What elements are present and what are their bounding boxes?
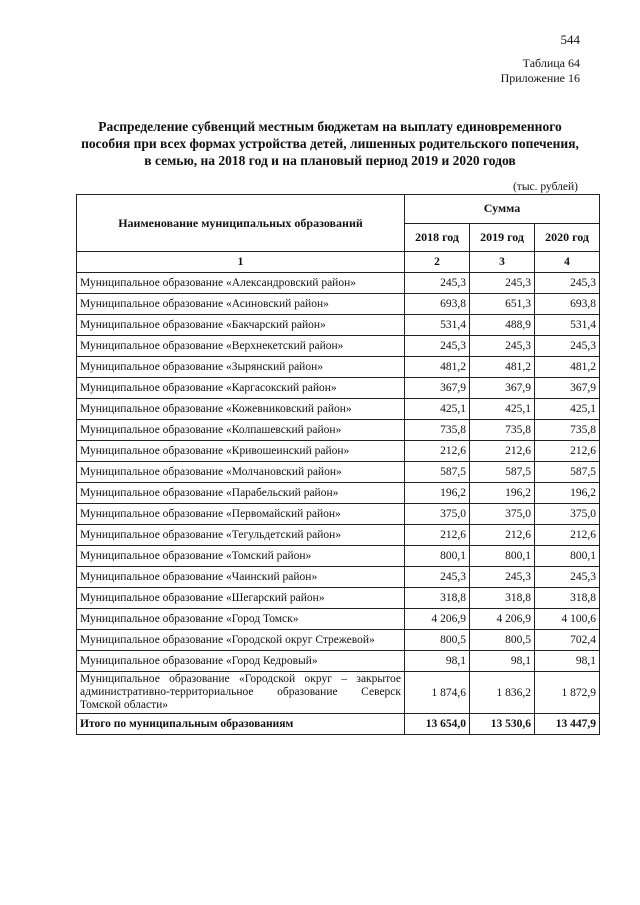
value-2020: 425,1 xyxy=(535,399,600,420)
value-2018: 800,5 xyxy=(405,630,470,651)
value-2019: 587,5 xyxy=(470,462,535,483)
value-2019: 735,8 xyxy=(470,420,535,441)
units-label: (тыс. рублей) xyxy=(512,181,578,193)
municipality-name: Муниципальное образование «Город Кедровый» xyxy=(77,651,405,672)
header-2020: 2020 год xyxy=(535,223,600,252)
table-row xyxy=(77,420,600,441)
index-cell: 2 xyxy=(405,252,470,273)
value-2019: 245,3 xyxy=(470,567,535,588)
value-2019: 245,3 xyxy=(470,273,535,294)
value-2018: 735,8 xyxy=(405,420,470,441)
header-name: Наименование муниципальных образований xyxy=(77,195,405,252)
index-cell: 1 xyxy=(77,252,405,273)
municipality-name: Муниципальное образование «Томский район» xyxy=(77,546,405,567)
value-2018: 245,3 xyxy=(405,273,470,294)
value-2020: 212,6 xyxy=(535,441,600,462)
subventions-table xyxy=(76,194,600,735)
value-2018: 212,6 xyxy=(405,441,470,462)
table-row xyxy=(77,483,600,504)
municipality-name: Муниципальное образование «Колпашевский район» xyxy=(77,420,405,441)
value-2020: 196,2 xyxy=(535,483,600,504)
municipality-name: Муниципальное образование «Шегарский район» xyxy=(77,588,405,609)
table-row xyxy=(77,609,600,630)
value-2020: 735,8 xyxy=(535,420,600,441)
document-title: Распределение субвенций местным бюджетам на выплату единовременного пособия при всех формах устройства детей, лишенных родительского попечения, в семью, на 2018 год и на плановый период 2019 и 2020 годов xyxy=(81,119,579,168)
table-row xyxy=(77,378,600,399)
table-row xyxy=(77,672,600,714)
value-2020: 702,4 xyxy=(535,630,600,651)
table-row xyxy=(77,567,600,588)
value-2019: 800,1 xyxy=(470,546,535,567)
municipality-name: Муниципальное образование «Чаинский район» xyxy=(77,567,405,588)
municipality-name: Муниципальное образование «Город Томск» xyxy=(77,609,405,630)
municipality-name: Муниципальное образование «Городской округ Стрежевой» xyxy=(77,630,405,651)
value-2018: 481,2 xyxy=(405,357,470,378)
table-row xyxy=(77,630,600,651)
value-2020: 693,8 xyxy=(535,294,600,315)
total-row xyxy=(77,714,600,735)
page-number: 544 xyxy=(560,32,580,47)
value-2020: 318,8 xyxy=(535,588,600,609)
value-2019: 651,3 xyxy=(470,294,535,315)
table-reference xyxy=(501,56,580,86)
table-row xyxy=(77,525,600,546)
appendix-label: Приложение 16 xyxy=(500,71,580,85)
value-2019: 367,9 xyxy=(470,378,535,399)
table-row xyxy=(77,336,600,357)
value-2020: 98,1 xyxy=(535,651,600,672)
value-2019: 488,9 xyxy=(470,315,535,336)
value-2020: 1 872,9 xyxy=(535,672,600,714)
value-2020: 800,1 xyxy=(535,546,600,567)
table-row xyxy=(77,399,600,420)
value-2018: 800,1 xyxy=(405,546,470,567)
municipality-name: Муниципальное образование «Бакчарский район» xyxy=(77,315,405,336)
value-2018: 367,9 xyxy=(405,378,470,399)
total-label: Итого по муниципальным образованиям xyxy=(77,714,405,735)
value-2019: 425,1 xyxy=(470,399,535,420)
municipality-name: Муниципальное образование «Тегульдетский район» xyxy=(77,525,405,546)
table-row xyxy=(77,462,600,483)
table-row xyxy=(77,588,600,609)
municipality-name: Муниципальное образование «Кожевниковский район» xyxy=(77,399,405,420)
value-2018: 375,0 xyxy=(405,504,470,525)
value-2018: 531,4 xyxy=(405,315,470,336)
value-2020: 212,6 xyxy=(535,525,600,546)
municipality-name: Муниципальное образование «Молчановский район» xyxy=(77,462,405,483)
value-2020: 375,0 xyxy=(535,504,600,525)
value-2019: 800,5 xyxy=(470,630,535,651)
value-2018: 1 874,6 xyxy=(405,672,470,714)
value-2020: 531,4 xyxy=(535,315,600,336)
index-cell: 4 xyxy=(535,252,600,273)
table-body xyxy=(77,273,600,714)
value-2020: 481,2 xyxy=(535,357,600,378)
table-row xyxy=(77,273,600,294)
value-2019: 212,6 xyxy=(470,525,535,546)
table-row xyxy=(77,441,600,462)
value-2019: 318,8 xyxy=(470,588,535,609)
value-2019: 245,3 xyxy=(470,336,535,357)
header-sum: Сумма xyxy=(405,195,600,224)
value-2018: 98,1 xyxy=(405,651,470,672)
municipality-name: Муниципальное образование «Первомайский район» xyxy=(77,504,405,525)
total-2019: 13 530,6 xyxy=(470,714,535,735)
value-2019: 196,2 xyxy=(470,483,535,504)
table-row xyxy=(77,357,600,378)
value-2018: 245,3 xyxy=(405,567,470,588)
municipality-name: Муниципальное образование «Асиновский район» xyxy=(77,294,405,315)
value-2018: 4 206,9 xyxy=(405,609,470,630)
value-2018: 693,8 xyxy=(405,294,470,315)
value-2019: 375,0 xyxy=(470,504,535,525)
value-2018: 245,3 xyxy=(405,336,470,357)
municipality-name: Муниципальное образование «Каргасокский район» xyxy=(77,378,405,399)
value-2018: 318,8 xyxy=(405,588,470,609)
value-2020: 245,3 xyxy=(535,336,600,357)
value-2020: 245,3 xyxy=(535,273,600,294)
municipality-name: Муниципальное образование «Кривошеинский район» xyxy=(77,441,405,462)
value-2018: 425,1 xyxy=(405,399,470,420)
total-2018: 13 654,0 xyxy=(405,714,470,735)
value-2019: 481,2 xyxy=(470,357,535,378)
table-row xyxy=(77,315,600,336)
header-2019: 2019 год xyxy=(470,223,535,252)
table-row xyxy=(77,651,600,672)
value-2018: 212,6 xyxy=(405,525,470,546)
municipality-name: Муниципальное образование «Верхнекетский район» xyxy=(77,336,405,357)
table-row xyxy=(77,546,600,567)
value-2019: 4 206,9 xyxy=(470,609,535,630)
municipality-name: Муниципальное образование «Городской округ – закрытое административно-территориальное образование Северск Томской области» xyxy=(77,672,405,714)
value-2018: 196,2 xyxy=(405,483,470,504)
municipality-name: Муниципальное образование «Зырянский район» xyxy=(77,357,405,378)
value-2019: 98,1 xyxy=(470,651,535,672)
municipality-name: Муниципальное образование «Парабельский район» xyxy=(77,483,405,504)
value-2020: 367,9 xyxy=(535,378,600,399)
table-row xyxy=(77,504,600,525)
value-2018: 587,5 xyxy=(405,462,470,483)
municipality-name: Муниципальное образование «Александровский район» xyxy=(77,273,405,294)
value-2020: 587,5 xyxy=(535,462,600,483)
value-2020: 245,3 xyxy=(535,567,600,588)
value-2020: 4 100,6 xyxy=(535,609,600,630)
table-label: Таблица 64 xyxy=(522,56,580,70)
table-row xyxy=(77,294,600,315)
value-2019: 1 836,2 xyxy=(470,672,535,714)
value-2019: 212,6 xyxy=(470,441,535,462)
header-2018: 2018 год xyxy=(405,223,470,252)
total-2020: 13 447,9 xyxy=(535,714,600,735)
index-cell: 3 xyxy=(470,252,535,273)
